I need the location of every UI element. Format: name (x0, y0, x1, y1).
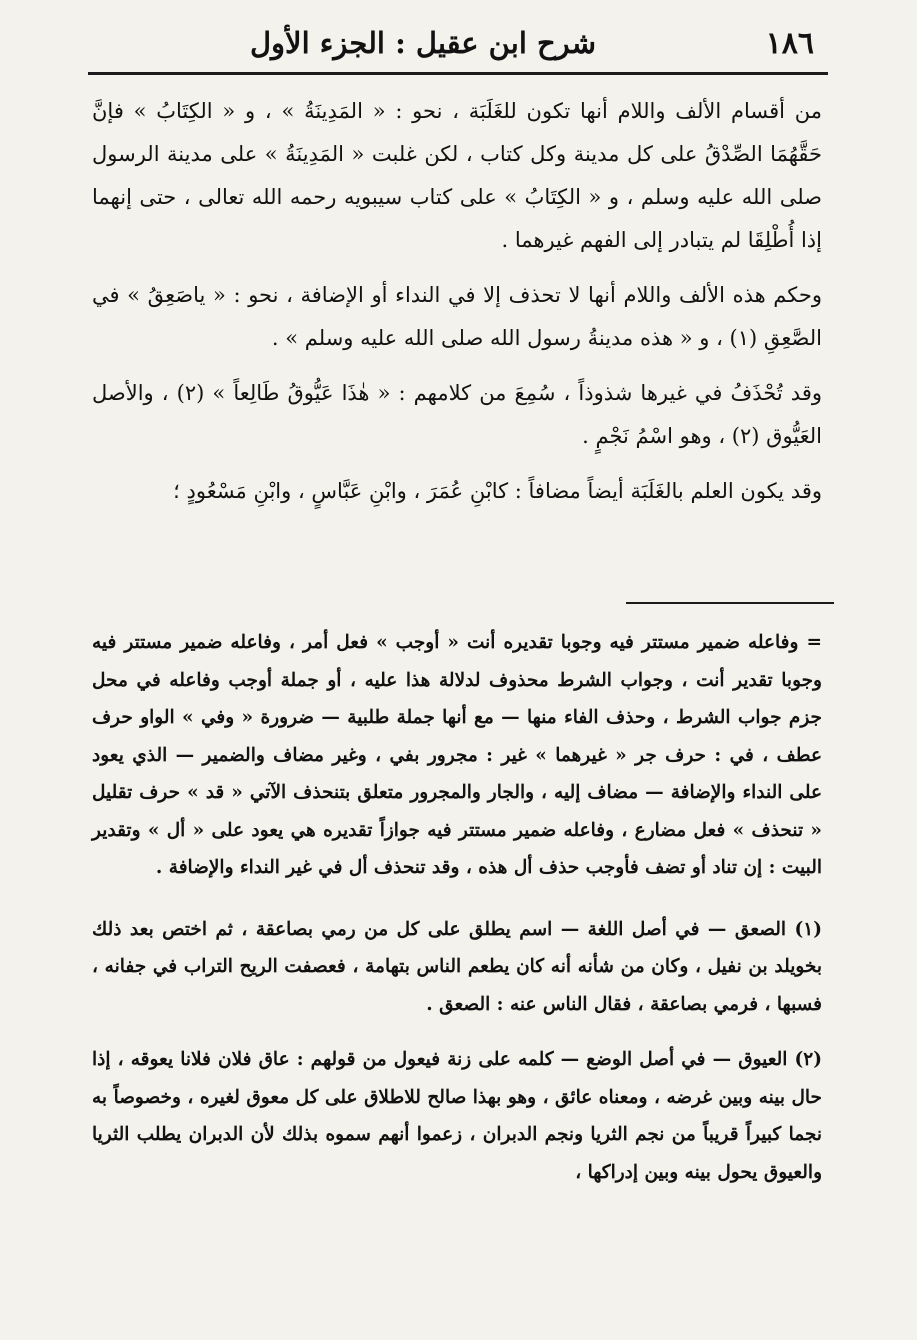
footnote-1: (١) الصعق — في أصل اللغة — اسم يطلق على كل من رمي بصاعقة ، ثم اختص بعد ذلك بخويلد بن نفيل ، وكان من شأنه أنه كان يطعم الناس بتهامة ، فعصفت الريح التراب في جفانه ، فسبها ، فرمي بصاعقة ، فقال الناس عنه : الصعق . (92, 918, 822, 1015)
page-number: ١٨٦ (765, 26, 814, 61)
paragraph-hukm: وحكم هذه الألف واللام أنها لا تحذف إلا في النداء أو الإضافة ، نحو : « ياصَعِقُ » في الصَّعِقِ (١) ، و « هذه مدينةُ رسول الله صلى الله عليه وسلم » . (92, 283, 822, 350)
page-header (88, 22, 828, 68)
main-text (92, 90, 822, 525)
footnote-2: (٢) العيوق — في أصل الوضع — كلمه على زنة فيعول من قولهم : عاق فلان فلانا يعوقه ، إذا حال بينه وبين غرضه ، ومعناه عائق ، وهو بهذا صالح للاطلاق على كل معوق لغيره ، وخصوصاً به نجما كبيراً قريباً من نجم الثريا ونجم الدبران ، زعموا أنهم سموه بذلك لأن الدبران يطلب الثريا والعيوق يحول بينه وبين إدراكها ، (92, 1049, 822, 1183)
paragraph-mudaf: وقد يكون العلم بالغَلَبَة أيضاً مضافاً : كابْنِ عُمَرَ ، وابْنِ عَبَّاسٍ ، وابْنِ مَسْعُودٍ ؛ (173, 479, 822, 503)
footnote-continuation: = وفاعله ضمير مستتر فيه وجوبا تقديره أنت « أوجب » فعل أمر ، وفاعله ضمير مستتر فيه وجوبا تقدير أنت ، وجواب الشرط محذوف لدلالة هذا عليه ، أو جملة أوجب وفاعله في محل جزم جواب الشرط ، وحذف الفاء منها — مع أنها جملة طلبية — ضرورة « وفي » الواو حرف عطف ، في : حرف جر « غيرهما » غير : مجرور بفي ، وغير مضاف والضمير — الذي يعود على النداء والإضافة — مضاف إليه ، والجار والمجرور متعلق بتنحذف الآتي « قد » حرف تقليل « تنحذف » فعل مضارع ، وفاعله ضمير مستتر فيه جوازاً تقديره هي يعود على « أل » وتقدير البيت : إن تناد أو تضف فأوجب حذف أل هذه ، وقد تنحذف أل في غير النداء والإضافة . (92, 632, 822, 878)
paragraph-hadhf: وقد تُحْذَفُ في غيرها شذوذاً ، سُمِعَ من كلامهم : « هٰذَا عَيُّوقُ طَالِعاً » (٢) ، والأصل العَيُّوق (٢) ، وهو اسْمُ نَجْمٍ . (92, 381, 822, 448)
footnotes (92, 624, 822, 1209)
paragraph-galaba: من أقسام الألف واللام أنها تكون للغَلَبَة ، نحو : « المَدِينَةُ » ، و « الكِتَابُ » فإنَّ حَقَّهُمَا الصِّدْقُ على كل مدينة وكل كتاب ، لكن غلبت « المَدِينَةُ » على مدينة الرسول صلى الله عليه وسلم ، و « الكِتَابُ » على كتاب سيبويه رحمه الله تعالى ، حتى إنهما إذا أُطْلِقَا لم يتبادر إلى الفهم غيرهما . (92, 99, 822, 252)
header-rule (88, 72, 828, 75)
footnote-separator (626, 602, 834, 604)
running-title: شرح ابن عقيل : الجزء الأول (249, 26, 596, 60)
